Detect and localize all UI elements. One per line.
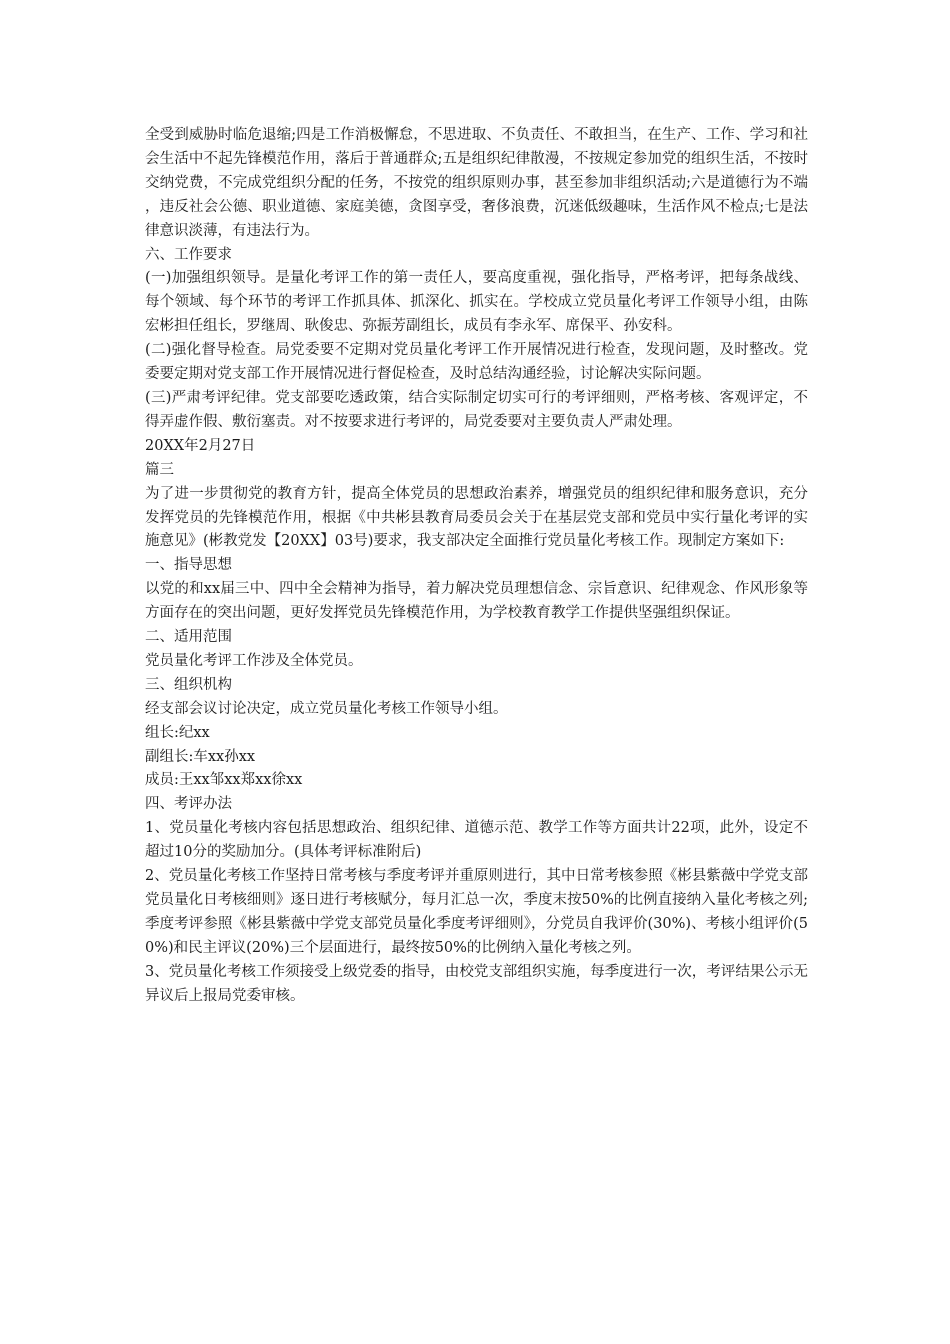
heading-work-requirements: 六、工作要求 <box>145 246 232 263</box>
paragraph-supervision: (二)强化督导检查。局党委要不定期对党员量化考评工作开展情况进行检查，发现问题，及时整改。党委要定期对党支部工作开展情况进行督促检查，及时总结沟通经验，讨论解决实际问题。 <box>145 342 808 383</box>
heading-scope: 二、适用范围 <box>145 629 232 646</box>
section-title-part-three: 篇三 <box>145 461 174 478</box>
paragraph-intro: 为了进一步贯彻党的教育方针，提高全体党员的思想政治素养，增强党员的组织纪律和服务意识，充分发挥党员的先锋模范作用，根据《中共彬县教育局委员会关于在基层党支部和党员中实行量化考评的实施意见》(彬教党发【20XX】03号)要求，我支部决定全面推行党员量化考核工作。现制定方案如下: <box>145 485 808 550</box>
paragraph-discipline: (三)严肃考评纪律。党支部要吃透政策，结合实际制定切实可行的考评细则，严格考核、客观评定，不得弄虚作假、敷衍塞责。对不按要求进行考评的，局党委要对主要负责人严肃处理。 <box>145 389 808 430</box>
heading-evaluation-methods: 四、考评办法 <box>145 796 232 813</box>
paragraph-org-leadership: (一)加强组织领导。是量化考评工作的第一责任人，要高度重视，强化指导，严格考评，把每条战线、每个领域、每个环节的考评工作抓具体、抓深化、抓实在。学校成立党员量化考评工作领导小组，由陈宏彬担任组长，罗继周、耿俊忠、弥振芳副组长，成员有李永军、席保平、孙安科。 <box>145 270 808 335</box>
team-members: 成员:王xx邹xx郑xx徐xx <box>145 772 303 789</box>
paragraph-violations-continued: 全受到威胁时临危退缩;四是工作消极懈怠，不思进取、不负责任、不敢担当，在生产、工作、学习和社会生活中不起先锋模范作用，落后于普通群众;五是组织纪律散漫，不按规定参加党的组织生活，不按时交纳党费，不完成党组织分配的任务，不按党的组织原则办事，甚至参加非组织活动;六是道德行为不端，违反社会公德、职业道德、家庭美德，贪图享受，奢侈浪费，沉迷低级趣味，生活作风不检点;七是法律意识淡薄，有违法行为。 <box>145 127 808 239</box>
team-leader: 组长:纪xx <box>145 724 210 741</box>
paragraph-scope: 党员量化考评工作涉及全体党员。 <box>145 652 363 669</box>
paragraph-method-1: 1、党员量化考核内容包括思想政治、组织纪律、道德示范、教学工作等方面共计22项，此外，设定不超过10分的奖励加分。(具体考评标准附后) <box>145 820 808 861</box>
paragraph-method-3: 3、党员量化考核工作须接受上级党委的指导，由校党支部组织实施，每季度进行一次，考评结果公示无异议后上报局党委审核。 <box>145 963 808 1004</box>
heading-organization: 三、组织机构 <box>145 676 232 693</box>
deputy-team-leader: 副组长:车xx孙xx <box>145 748 256 765</box>
document-page <box>145 124 808 1009</box>
paragraph-organization: 经支部会议讨论决定，成立党员量化考核工作领导小组。 <box>145 700 508 717</box>
paragraph-method-2: 2、党员量化考核工作坚持日常考核与季度考评并重原则进行，其中日常考核参照《彬县紫薇中学党支部党员量化日考核细则》逐日进行考核赋分，每月汇总一次，季度末按50%的比例直接纳入量化考核之列;季度考评参照《彬县紫薇中学党支部党员量化季度考评细则》，分党员自我评价(30%)、考核小组评价(50%)和民主评议(20%)三个层面进行，最终按50%的比例纳入量化考核之列。 <box>145 868 808 956</box>
heading-guiding-ideology: 一、指导思想 <box>145 557 232 574</box>
document-date: 20XX年2月27日 <box>145 437 256 454</box>
paragraph-guiding-ideology: 以党的和xx届三中、四中全会精神为指导，着力解决党员理想信念、宗旨意识、纪律观念、作风形象等方面存在的突出问题，更好发挥党员先锋模范作用，为学校教育教学工作提供坚强组织保证。 <box>145 581 808 622</box>
